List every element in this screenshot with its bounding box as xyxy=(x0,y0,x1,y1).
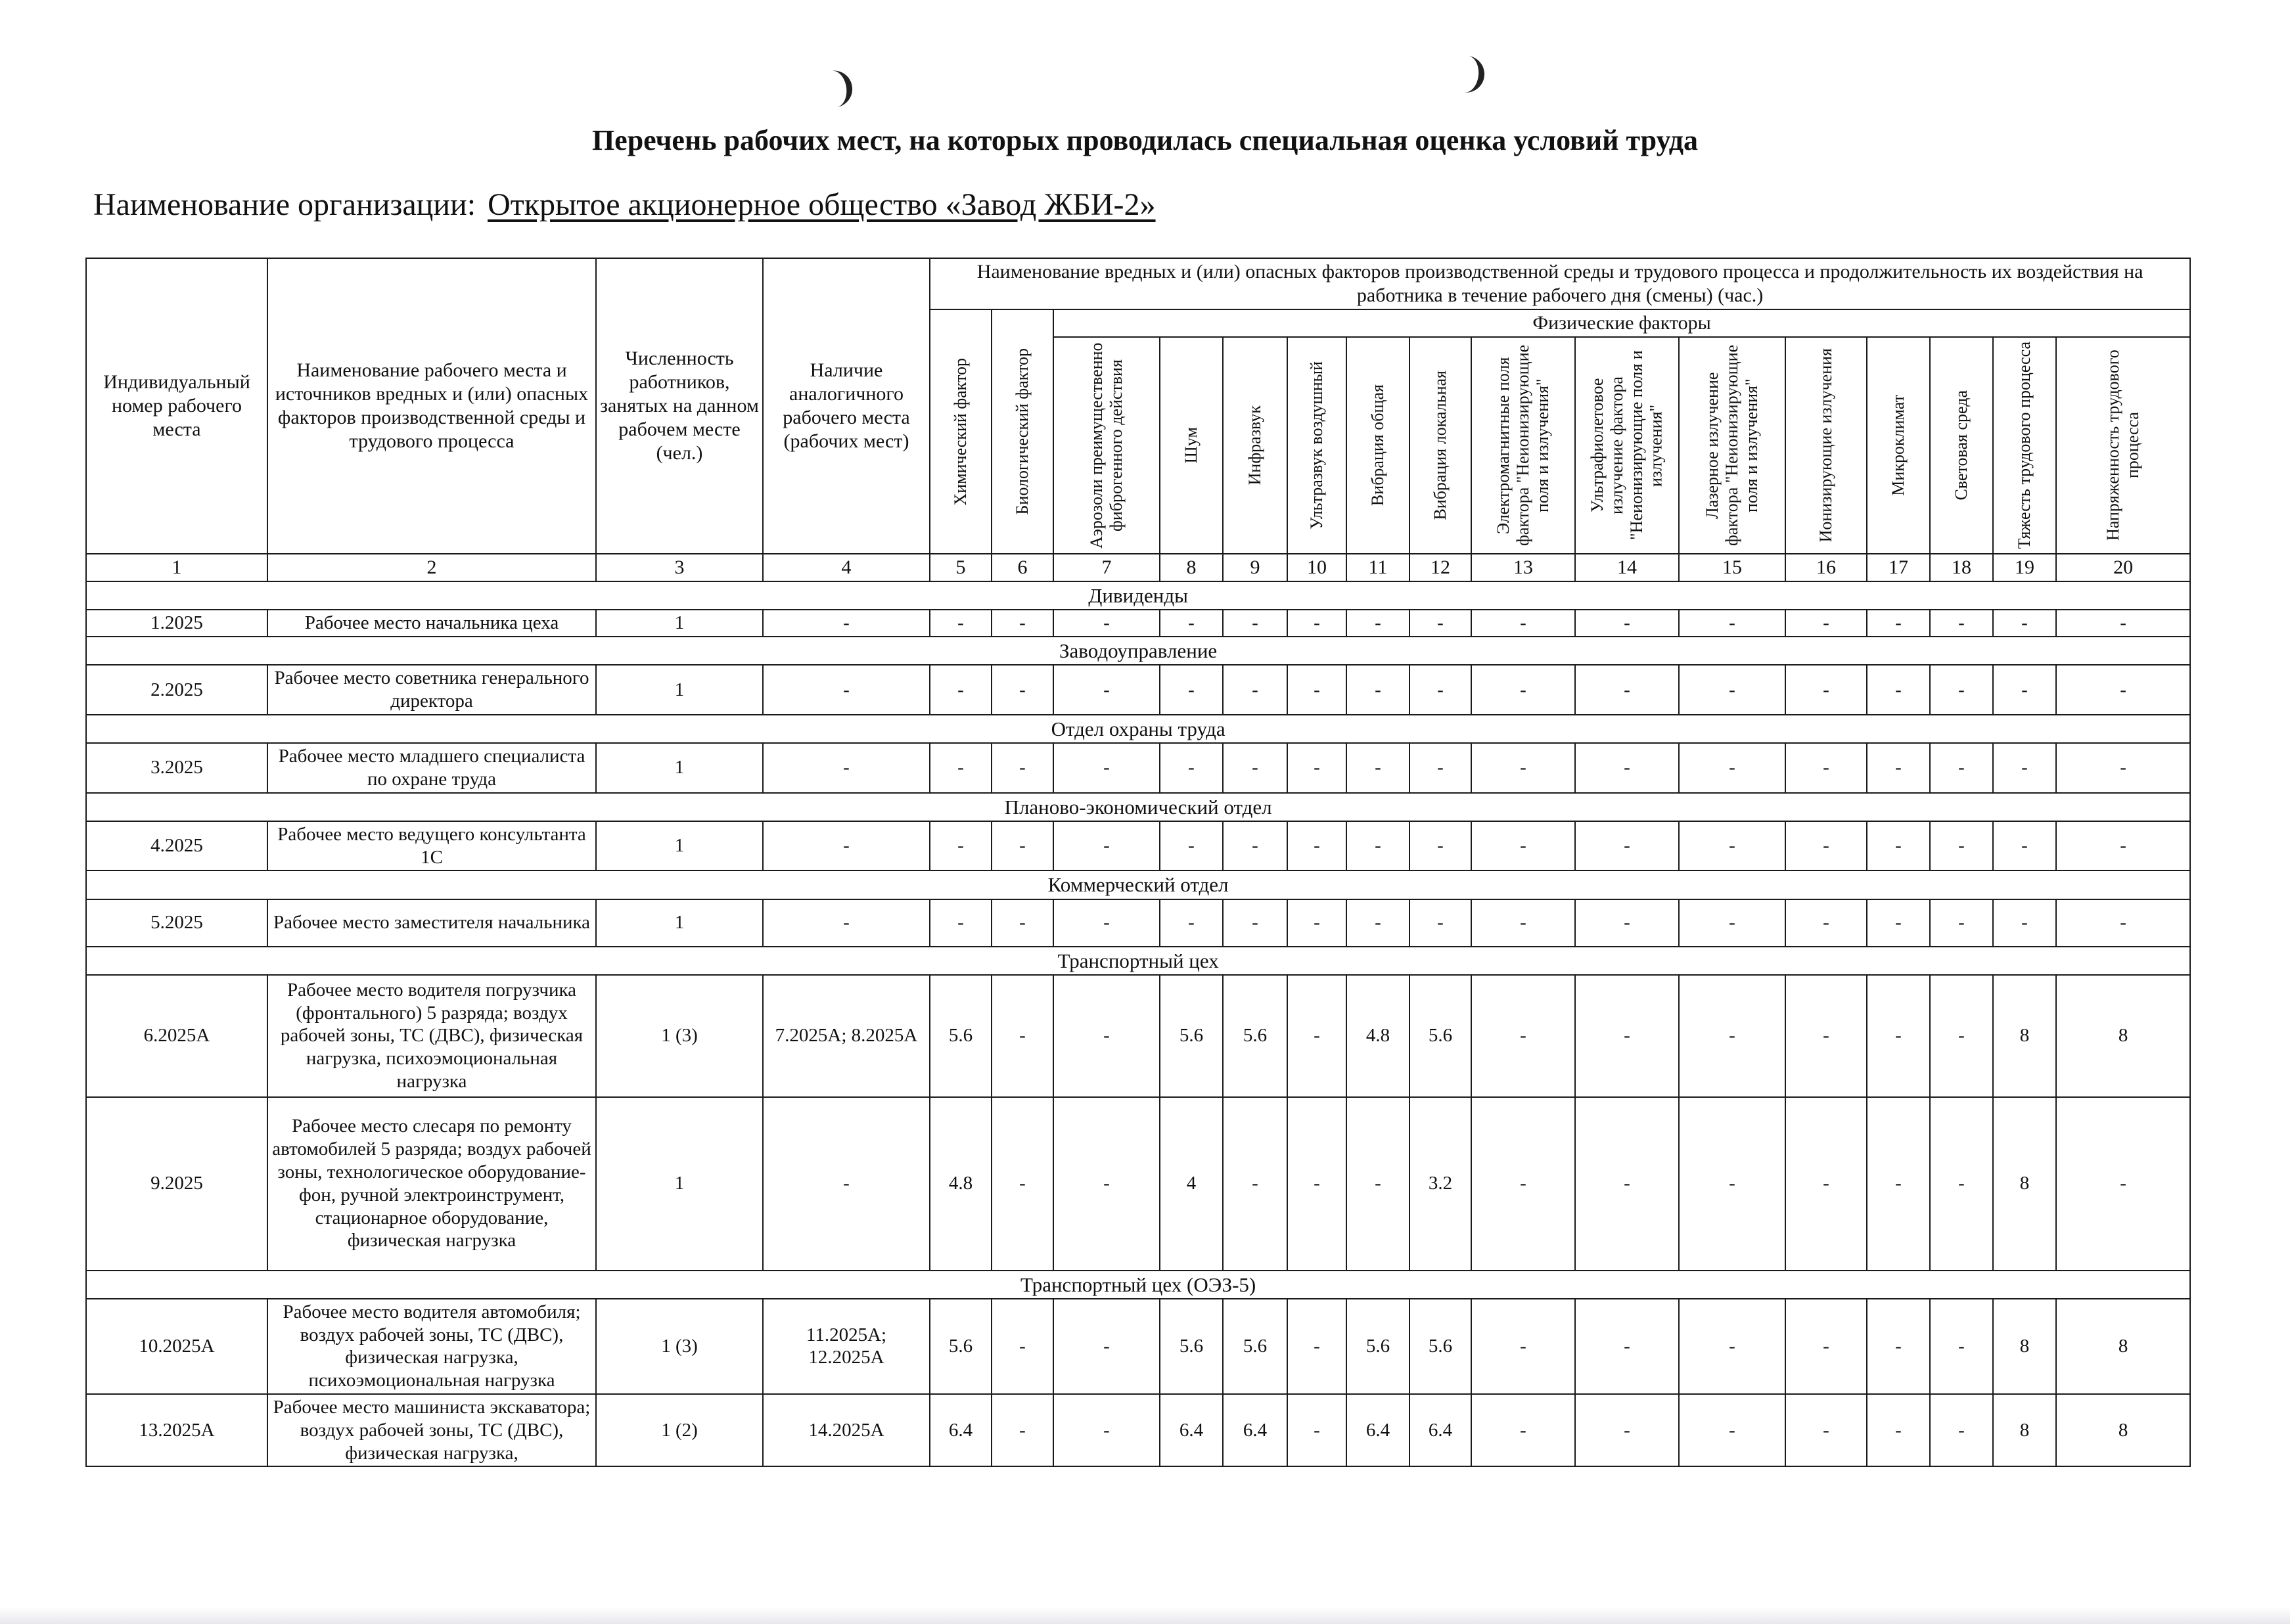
factor-value-cell: - xyxy=(1160,821,1223,871)
workplace-id-cell: 3.2025 xyxy=(86,743,267,793)
analog-cell: - xyxy=(763,1097,930,1271)
worker-count-cell: 1 xyxy=(596,610,763,637)
workplace-name-cell: Рабочее место водителя автомобиля; воздух рабочей зоны, ТС (ДВС), физическая нагрузка, психоэмоциональная нагрузка xyxy=(267,1299,596,1394)
factor-value-cell: - xyxy=(2056,1097,2190,1271)
factor-value-cell: 5.6 xyxy=(1223,1299,1287,1394)
header-factor: Ультразвук воздушный xyxy=(1287,337,1346,554)
factor-value-cell: - xyxy=(1867,610,1930,637)
factor-value-cell: - xyxy=(1223,1097,1287,1271)
factor-value-cell: - xyxy=(1993,743,2056,793)
factor-value-cell: 8 xyxy=(2056,1299,2190,1394)
factor-value-cell: - xyxy=(1867,1097,1930,1271)
factor-value-cell: - xyxy=(1160,665,1223,715)
workplaces-table xyxy=(85,258,2191,1467)
factor-value-cell: - xyxy=(1287,1394,1346,1466)
factor-value-cell: - xyxy=(1409,610,1471,637)
analog-cell: 14.2025А xyxy=(763,1394,930,1466)
section-title: Заводоуправление xyxy=(86,637,2190,665)
factor-value-cell: - xyxy=(1287,821,1346,871)
header-factor: Шум xyxy=(1160,337,1223,554)
factor-value-cell: - xyxy=(1575,1097,1679,1271)
factor-value-cell: - xyxy=(1160,899,1223,947)
section-title: Дивиденды xyxy=(86,581,2190,610)
factor-value-cell: 6.4 xyxy=(1160,1394,1223,1466)
factor-value-cell: - xyxy=(1679,821,1785,871)
table-row xyxy=(86,1299,2190,1394)
header-workplace-name: Наименование рабочего места и источников вредных и (или) опасных факторов производственной среды и трудового процесса xyxy=(267,258,596,554)
analog-cell: 11.2025А; 12.2025А xyxy=(763,1299,930,1394)
factor-value-cell: - xyxy=(1575,743,1679,793)
column-number: 14 xyxy=(1575,554,1679,581)
workplace-name-cell: Рабочее место советника генерального директора xyxy=(267,665,596,715)
table-body xyxy=(86,581,2190,1466)
workplace-name-cell: Рабочее место начальника цеха xyxy=(267,610,596,637)
factor-value-cell: - xyxy=(1053,1097,1160,1271)
factor-value-cell: - xyxy=(1053,610,1160,637)
factor-value-cell: - xyxy=(1287,610,1346,637)
scan-edge xyxy=(0,1607,2290,1624)
factor-value-cell: - xyxy=(1785,899,1867,947)
section-row xyxy=(86,637,2190,665)
factor-value-cell: - xyxy=(1471,1097,1575,1271)
factor-value-cell: 5.6 xyxy=(930,1299,992,1394)
factor-value-cell: - xyxy=(1287,665,1346,715)
table-row xyxy=(86,1097,2190,1271)
factor-value-cell: - xyxy=(1223,610,1287,637)
factor-value-cell: - xyxy=(2056,665,2190,715)
factor-value-cell: - xyxy=(1160,610,1223,637)
factor-value-cell: - xyxy=(930,899,992,947)
factor-value-cell: - xyxy=(1930,899,1993,947)
factor-value-cell: 4.8 xyxy=(930,1097,992,1271)
factor-value-cell: - xyxy=(992,1097,1053,1271)
workplace-id-cell: 5.2025 xyxy=(86,899,267,947)
factor-value-cell: - xyxy=(1785,743,1867,793)
factor-value-cell: 8 xyxy=(1993,1394,2056,1466)
factor-value-cell: - xyxy=(1053,821,1160,871)
column-number: 19 xyxy=(1993,554,2056,581)
column-number: 15 xyxy=(1679,554,1785,581)
factor-value-cell: - xyxy=(992,1394,1053,1466)
section-row xyxy=(86,1271,2190,1299)
header-factor: Напряженность трудового процесса xyxy=(2056,337,2190,554)
factor-value-cell: - xyxy=(1223,821,1287,871)
factor-value-cell: - xyxy=(992,975,1053,1097)
factor-value-cell: - xyxy=(1471,1299,1575,1394)
column-number: 8 xyxy=(1160,554,1223,581)
factor-value-cell: - xyxy=(1785,1097,1867,1271)
factor-value-cell: 5.6 xyxy=(1223,975,1287,1097)
column-number: 18 xyxy=(1930,554,1993,581)
factor-value-cell: - xyxy=(1679,975,1785,1097)
column-number: 10 xyxy=(1287,554,1346,581)
workplace-id-cell: 2.2025 xyxy=(86,665,267,715)
punch-hole-mark xyxy=(827,68,854,108)
factor-value-cell: 5.6 xyxy=(1160,975,1223,1097)
column-number: 11 xyxy=(1346,554,1409,581)
header-factor: Инфразвук xyxy=(1223,337,1287,554)
factor-value-cell: - xyxy=(1785,975,1867,1097)
workplace-name-cell: Рабочее место слесаря по ремонту автомобилей 5 разряда; воздух рабочей зоны, технологическое оборудование-фон, ручной электроинструмент, стационарное оборудование, физическая нагрузка xyxy=(267,1097,596,1271)
factor-value-cell: - xyxy=(1679,743,1785,793)
factor-value-cell: 5.6 xyxy=(1409,1299,1471,1394)
factor-value-cell: 8 xyxy=(1993,1097,2056,1271)
workplace-id-cell: 1.2025 xyxy=(86,610,267,637)
table-row xyxy=(86,665,2190,715)
section-title: Планово-экономический отдел xyxy=(86,793,2190,821)
worker-count-cell: 1 xyxy=(596,899,763,947)
factor-value-cell: - xyxy=(1471,665,1575,715)
factor-value-cell: 6.4 xyxy=(930,1394,992,1466)
section-title: Отдел охраны труда xyxy=(86,715,2190,743)
factor-value-cell: - xyxy=(1575,610,1679,637)
section-title: Коммерческий отдел xyxy=(86,870,2190,899)
factor-value-cell: - xyxy=(1053,899,1160,947)
column-number: 1 xyxy=(86,554,267,581)
factor-value-cell: - xyxy=(1346,665,1409,715)
factor-value-cell: - xyxy=(1575,975,1679,1097)
factor-value-cell: - xyxy=(1930,665,1993,715)
analog-cell: - xyxy=(763,610,930,637)
workplace-id-cell: 9.2025 xyxy=(86,1097,267,1271)
factor-value-cell: - xyxy=(1867,665,1930,715)
factor-value-cell: - xyxy=(1930,975,1993,1097)
table-row xyxy=(86,1394,2190,1466)
factor-value-cell: - xyxy=(992,610,1053,637)
section-row xyxy=(86,870,2190,899)
factor-value-cell: - xyxy=(1679,610,1785,637)
workplace-name-cell: Рабочее место младшего специалиста по охране труда xyxy=(267,743,596,793)
factor-value-cell: - xyxy=(1930,1299,1993,1394)
factor-value-cell: - xyxy=(1867,743,1930,793)
table-row xyxy=(86,975,2190,1097)
header-factor: Вибрация общая xyxy=(1346,337,1409,554)
organization-name: Открытое акционерное общество «Завод ЖБИ-2» xyxy=(488,187,1156,222)
factor-value-cell: - xyxy=(1287,899,1346,947)
table-row xyxy=(86,610,2190,637)
factor-value-cell: - xyxy=(1930,1097,1993,1271)
factor-value-cell: - xyxy=(1053,975,1160,1097)
column-number: 5 xyxy=(930,554,992,581)
factor-value-cell: - xyxy=(1867,1299,1930,1394)
organization-label: Наименование организации: xyxy=(93,187,476,222)
factor-value-cell: 6.4 xyxy=(1346,1394,1409,1466)
factor-value-cell: - xyxy=(2056,743,2190,793)
table-row xyxy=(86,821,2190,871)
header-factor: Химический фактор xyxy=(930,309,992,554)
factor-value-cell: - xyxy=(1575,1299,1679,1394)
header-factor: Световая среда xyxy=(1930,337,1993,554)
factor-value-cell: 5.6 xyxy=(1160,1299,1223,1394)
workplace-name-cell: Рабочее место ведущего консультанта 1С xyxy=(267,821,596,871)
header-factor: Микроклимат xyxy=(1867,337,1930,554)
factor-value-cell: - xyxy=(2056,821,2190,871)
factor-value-cell: - xyxy=(1785,1394,1867,1466)
punch-hole-mark xyxy=(1459,55,1486,94)
section-title: Транспортный цех (ОЭЗ-5) xyxy=(86,1271,2190,1299)
column-number: 3 xyxy=(596,554,763,581)
factor-value-cell: - xyxy=(930,821,992,871)
factor-value-cell: - xyxy=(992,899,1053,947)
column-numbers-row xyxy=(86,554,2190,581)
factor-value-cell: - xyxy=(992,665,1053,715)
column-number: 12 xyxy=(1409,554,1471,581)
factor-value-cell: - xyxy=(1471,743,1575,793)
factor-value-cell: - xyxy=(2056,899,2190,947)
factor-value-cell: - xyxy=(930,665,992,715)
factor-value-cell: - xyxy=(1223,899,1287,947)
factor-value-cell: - xyxy=(992,1299,1053,1394)
factor-value-cell: - xyxy=(1679,899,1785,947)
factor-value-cell: - xyxy=(1785,610,1867,637)
workplace-id-cell: 4.2025 xyxy=(86,821,267,871)
factor-value-cell: - xyxy=(1346,899,1409,947)
factor-value-cell: - xyxy=(1053,1394,1160,1466)
factor-value-cell: - xyxy=(2056,610,2190,637)
column-number: 9 xyxy=(1223,554,1287,581)
workplace-name-cell: Рабочее место водителя погрузчика (фронтального) 5 разряда; воздух рабочей зоны, ТС (ДВС), физическая нагрузка, психоэмоциональная нагрузка xyxy=(267,975,596,1097)
factor-value-cell: - xyxy=(1223,743,1287,793)
section-row xyxy=(86,715,2190,743)
factor-value-cell: - xyxy=(930,743,992,793)
factor-value-cell: - xyxy=(1993,821,2056,871)
factor-value-cell: - xyxy=(1409,665,1471,715)
header-factor: Тяжесть трудового процесса xyxy=(1993,337,2056,554)
column-number: 6 xyxy=(992,554,1053,581)
factor-value-cell: - xyxy=(1223,665,1287,715)
factor-value-cell: - xyxy=(1053,1299,1160,1394)
analog-cell: - xyxy=(763,665,930,715)
analog-cell: - xyxy=(763,743,930,793)
factor-value-cell: - xyxy=(1679,1097,1785,1271)
column-number: 17 xyxy=(1867,554,1930,581)
column-number: 13 xyxy=(1471,554,1575,581)
factor-value-cell: - xyxy=(1679,665,1785,715)
factor-value-cell: 4 xyxy=(1160,1097,1223,1271)
factor-value-cell: - xyxy=(1867,821,1930,871)
factor-value-cell: - xyxy=(1930,821,1993,871)
factor-value-cell: - xyxy=(1575,1394,1679,1466)
header-factor: Электромагнитные поля фактора "Неионизирующие поля и излучения" xyxy=(1471,337,1575,554)
factor-value-cell: - xyxy=(1409,899,1471,947)
factor-value-cell: 5.6 xyxy=(1346,1299,1409,1394)
header-factor: Аэрозоли преимущественно фиброгенного действия xyxy=(1053,337,1160,554)
factor-value-cell: - xyxy=(1471,1394,1575,1466)
factor-value-cell: - xyxy=(1785,821,1867,871)
section-row xyxy=(86,581,2190,610)
workplace-id-cell: 10.2025А xyxy=(86,1299,267,1394)
factor-value-cell: - xyxy=(1993,610,2056,637)
factor-value-cell: - xyxy=(1471,610,1575,637)
factor-value-cell: 4.8 xyxy=(1346,975,1409,1097)
factor-value-cell: - xyxy=(1679,1299,1785,1394)
factor-value-cell: - xyxy=(1053,665,1160,715)
worker-count-cell: 1 xyxy=(596,743,763,793)
factor-value-cell: - xyxy=(1930,743,1993,793)
factor-value-cell: - xyxy=(1867,899,1930,947)
factor-value-cell: - xyxy=(1930,610,1993,637)
organization-line xyxy=(93,187,1156,223)
factor-value-cell: - xyxy=(1287,975,1346,1097)
factor-value-cell: - xyxy=(1471,899,1575,947)
header-factor: Биологический фактор xyxy=(992,309,1053,554)
factor-value-cell: 6.4 xyxy=(1223,1394,1287,1466)
header-factor: Ультрафиолетовое излучение фактора "Неионизирующие поля и излучения" xyxy=(1575,337,1679,554)
worker-count-cell: 1 (3) xyxy=(596,1299,763,1394)
column-number: 4 xyxy=(763,554,930,581)
factor-value-cell: 6.4 xyxy=(1409,1394,1471,1466)
factor-value-cell: - xyxy=(1160,743,1223,793)
factor-value-cell: - xyxy=(1575,821,1679,871)
factor-value-cell: - xyxy=(1785,665,1867,715)
column-number: 7 xyxy=(1053,554,1160,581)
workplace-id-cell: 6.2025А xyxy=(86,975,267,1097)
analog-cell: 7.2025А; 8.2025А xyxy=(763,975,930,1097)
factor-value-cell: 8 xyxy=(2056,975,2190,1097)
header-workplace-id: Индивидуальный номер рабочего места xyxy=(86,258,267,554)
factor-value-cell: 5.6 xyxy=(1409,975,1471,1097)
header-analog-workplaces: Наличие аналогичного рабочего места (рабочих мест) xyxy=(763,258,930,554)
table-row xyxy=(86,743,2190,793)
header-factor: Лазерное излучение фактора "Неионизирующие поля и излучения" xyxy=(1679,337,1785,554)
factor-value-cell: - xyxy=(1287,1097,1346,1271)
section-title: Транспортный цех xyxy=(86,947,2190,975)
factor-value-cell: - xyxy=(1471,821,1575,871)
column-number: 20 xyxy=(2056,554,2190,581)
table-row xyxy=(86,899,2190,947)
factor-value-cell: - xyxy=(1785,1299,1867,1394)
column-number: 16 xyxy=(1785,554,1867,581)
factor-value-cell: - xyxy=(1287,743,1346,793)
header-factor: Ионизирующие излучения xyxy=(1785,337,1867,554)
worker-count-cell: 1 (3) xyxy=(596,975,763,1097)
header-physical-factors: Физические факторы xyxy=(1053,309,2190,337)
factor-value-cell: 8 xyxy=(1993,975,2056,1097)
factor-value-cell: - xyxy=(1346,743,1409,793)
factor-value-cell: 8 xyxy=(2056,1394,2190,1466)
factor-value-cell: - xyxy=(1471,975,1575,1097)
factor-value-cell: - xyxy=(992,821,1053,871)
workplace-name-cell: Рабочее место заместителя начальника xyxy=(267,899,596,947)
factor-value-cell: - xyxy=(1679,1394,1785,1466)
document-title: Перечень рабочих мест, на которых проводилась специальная оценка условий труда xyxy=(591,124,1699,156)
worker-count-cell: 1 xyxy=(596,665,763,715)
analog-cell: - xyxy=(763,821,930,871)
analog-cell: - xyxy=(763,899,930,947)
factor-value-cell: - xyxy=(1867,975,1930,1097)
factor-value-cell: - xyxy=(1930,1394,1993,1466)
worker-count-cell: 1 (2) xyxy=(596,1394,763,1466)
factor-value-cell: - xyxy=(1053,743,1160,793)
worker-count-cell: 1 xyxy=(596,1097,763,1271)
factor-value-cell: - xyxy=(992,743,1053,793)
factor-value-cell: 5.6 xyxy=(930,975,992,1097)
column-number: 2 xyxy=(267,554,596,581)
workplace-id-cell: 13.2025А xyxy=(86,1394,267,1466)
factor-value-cell: - xyxy=(1346,821,1409,871)
factor-value-cell: 8 xyxy=(1993,1299,2056,1394)
factor-value-cell: - xyxy=(1409,821,1471,871)
factor-value-cell: - xyxy=(1287,1299,1346,1394)
factor-value-cell: - xyxy=(1409,743,1471,793)
factor-value-cell: - xyxy=(1346,1097,1409,1271)
factor-value-cell: - xyxy=(1346,610,1409,637)
factor-value-cell: - xyxy=(1867,1394,1930,1466)
workplace-name-cell: Рабочее место машиниста экскаватора; воздух рабочей зоны, ТС (ДВС), физическая нагрузка, xyxy=(267,1394,596,1466)
factor-value-cell: 3.2 xyxy=(1409,1097,1471,1271)
header-worker-count: Численность работников, занятых на данном рабочем месте (чел.) xyxy=(596,258,763,554)
header-factor: Вибрация локальная xyxy=(1409,337,1471,554)
factor-value-cell: - xyxy=(1993,665,2056,715)
factor-value-cell: - xyxy=(1993,899,2056,947)
worker-count-cell: 1 xyxy=(596,821,763,871)
section-row xyxy=(86,793,2190,821)
header-factors-group: Наименование вредных и (или) опасных факторов производственной среды и трудового процесса и продолжительность их воздействия на работника в течение рабочего дня (смены) (час.) xyxy=(930,258,2190,309)
factor-value-cell: - xyxy=(1575,665,1679,715)
factor-value-cell: - xyxy=(930,610,992,637)
section-row xyxy=(86,947,2190,975)
factor-value-cell: - xyxy=(1575,899,1679,947)
